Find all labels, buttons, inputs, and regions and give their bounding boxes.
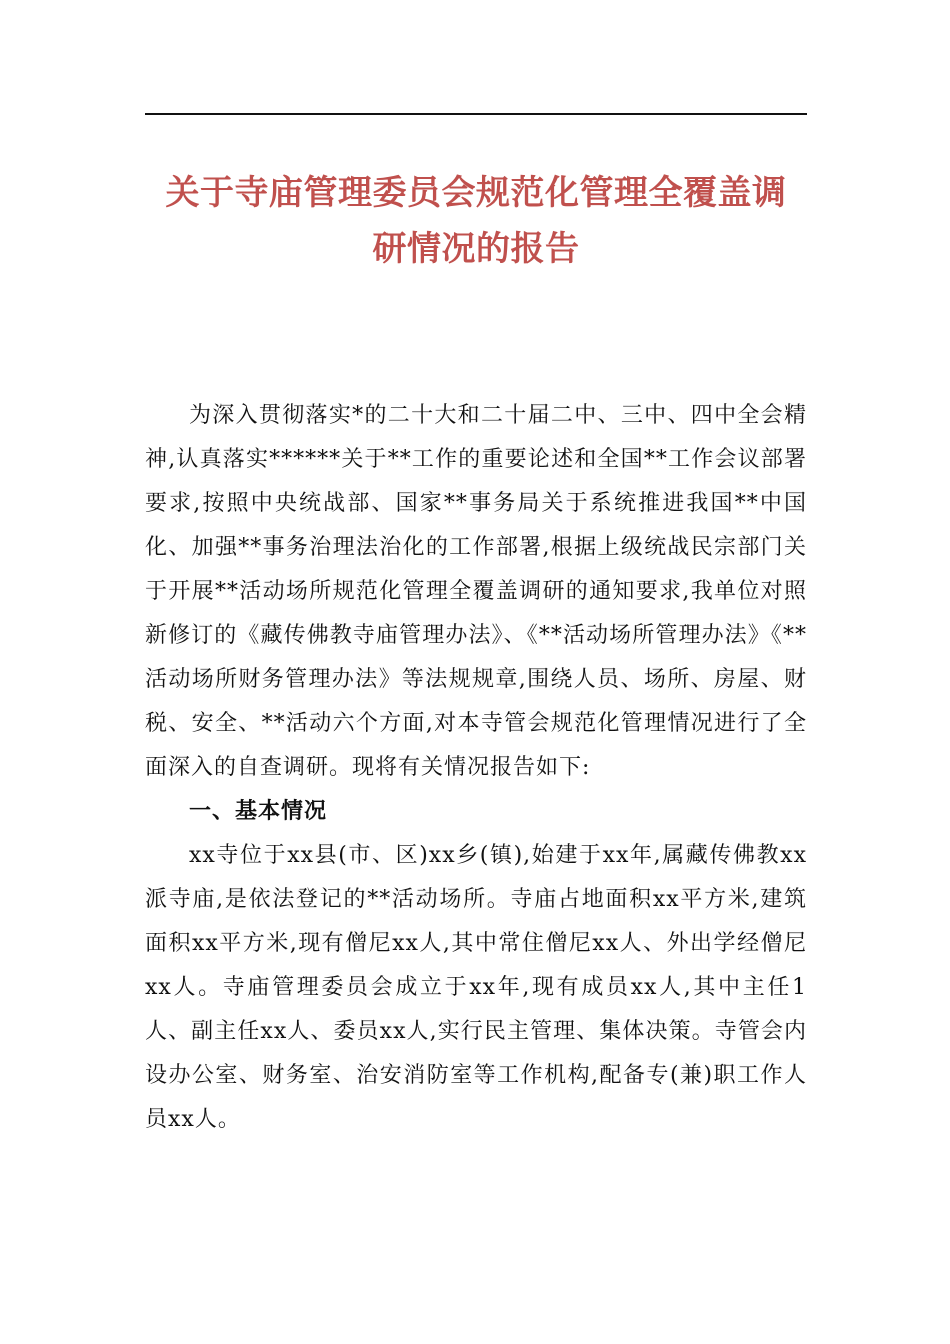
document-title-line-1: 关于寺庙管理委员会规范化管理全覆盖调	[165, 173, 787, 213]
document-title	[145, 165, 807, 277]
document-body	[145, 394, 807, 1142]
basic-situation-paragraph: xx寺位于xx县(市、区)xx乡(镇),始建于xx年,属藏传佛教xx派寺庙,是依法登记的**活动场所。寺庙占地面积xx平方米,建筑面积xx平方米,现有僧尼xx人,其中常住僧尼xx人、外出学经僧尼xx人。寺庙管理委员会成立于xx年,现有成员xx人,其中主任1人、副主任xx人、委员xx人,实行民主管理、集体决策。寺管会内设办公室、财务室、治安消防室等工作机构,配备专(兼)职工作人员xx人。	[145, 843, 807, 1132]
header-rule	[145, 113, 807, 115]
intro-paragraph: 为深入贯彻落实*的二十大和二十届二中、三中、四中全会精神,认真落实******关于**工作的重要论述和全国**工作会议部署要求,按照中央统战部、国家**事务局关于系统推进我国**中国化、加强**事务治理法治化的工作部署,根据上级统战民宗部门关于开展**活动场所规范化管理全覆盖调研的通知要求,我单位对照新修订的《藏传佛教寺庙管理办法》、《**活动场所管理办法》《**活动场所财务管理办法》等法规规章,围绕人员、场所、房屋、财税、安全、**活动六个方面,对本寺管会规范化管理情况进行了全面深入的自查调研。现将有关情况报告如下:	[145, 403, 807, 780]
document-title-line-2: 研情况的报告	[372, 229, 580, 269]
section-heading-basic-situation: 一、基本情况	[189, 799, 328, 824]
